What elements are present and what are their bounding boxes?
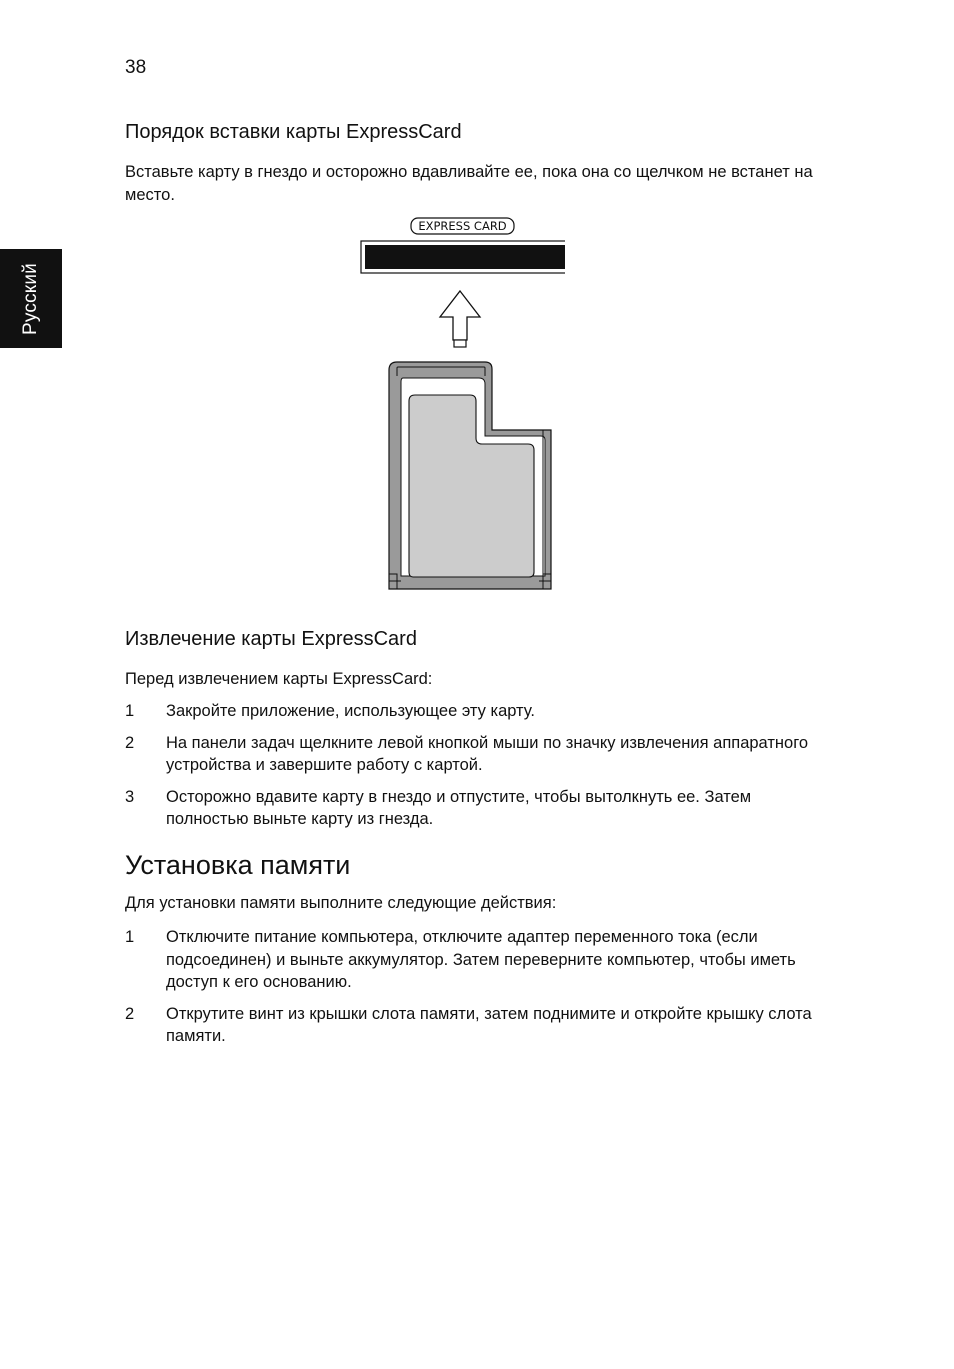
list-item	[125, 786, 825, 831]
language-tab-label: Русский	[20, 263, 41, 335]
insert-arrow-tail	[454, 340, 466, 347]
card-slot-opening	[365, 245, 565, 269]
remove-intro: Перед извлечением карты ExpressCard:	[125, 670, 433, 688]
list-item	[125, 732, 825, 777]
list-text: Осторожно вдавите карту в гнездо и отпустите, чтобы вытолкнуть ее. Затем полностью выньте карту из гнезда.	[166, 787, 752, 828]
list-text: На панели задач щелкните левой кнопкой мыши по значку извлечения аппаратного устройства и завершите работу с картой.	[166, 733, 809, 774]
page-number: 38	[125, 57, 147, 78]
remove-heading: Извлечение карты ExpressCard	[125, 628, 417, 650]
express-card-label: EXPRESS CARD	[418, 219, 507, 234]
insert-heading: Порядок вставки карты ExpressCard	[125, 121, 462, 143]
remove-steps-list	[125, 700, 825, 840]
memory-steps-list	[125, 926, 825, 1057]
list-item	[125, 926, 825, 994]
expresscard-diagram	[355, 214, 565, 594]
language-side-tab	[0, 249, 62, 348]
list-item	[125, 1003, 825, 1048]
expresscard-label-area	[409, 395, 534, 577]
list-number: 2	[125, 733, 135, 752]
list-item	[125, 700, 825, 723]
list-text: Открутите винт из крышки слота памяти, затем поднимите и откройте крышку слота памяти.	[166, 1004, 812, 1045]
memory-intro: Для установки памяти выполните следующие действия:	[125, 894, 557, 912]
insert-paragraph: Вставьте карту в гнездо и осторожно вдавливайте ее, пока она со щелчком не встанет на место.	[125, 163, 813, 204]
list-text: Отключите питание компьютера, отключите адаптер переменного тока (если подсоединен) и выньте аккумулятор. Затем переверните компьютер, чтобы иметь доступ к его основанию.	[166, 928, 796, 991]
list-number: 1	[125, 928, 135, 946]
list-number: 1	[125, 702, 135, 720]
list-number: 2	[125, 1004, 135, 1023]
list-number: 3	[125, 787, 135, 806]
list-text: Закройте приложение, использующее эту карту.	[166, 702, 535, 720]
insert-arrow-icon	[440, 291, 480, 340]
expresscard-insert-figure	[355, 214, 565, 594]
memory-heading: Установка памяти	[125, 850, 351, 880]
